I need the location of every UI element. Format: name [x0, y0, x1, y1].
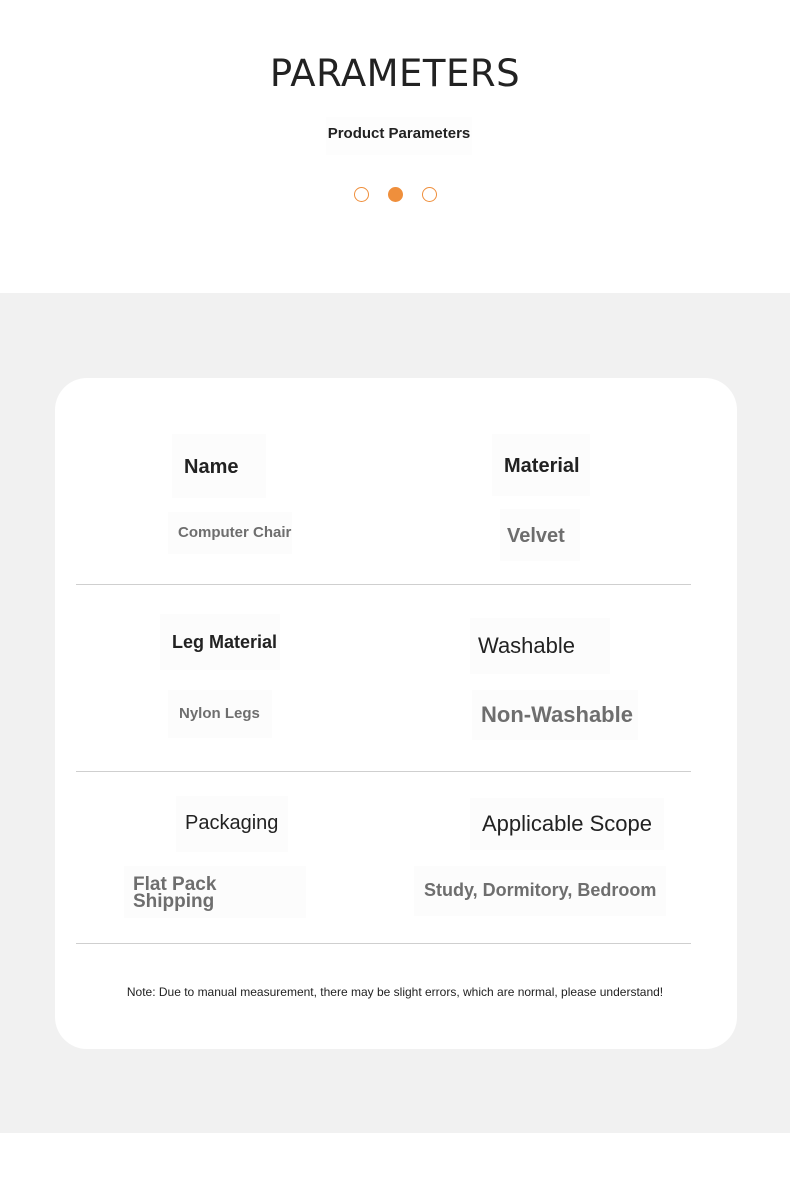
- measurement-note: Note: Due to manual measurement, there may be slight errors, which are normal, please understand!: [126, 985, 664, 999]
- param-packaging-value: [133, 876, 216, 910]
- param-washable-value: Non-Washable: [481, 702, 633, 727]
- param-name-value: Computer Chair: [178, 524, 292, 541]
- param-washable-label: Washable: [478, 633, 576, 658]
- page-subtitle: Product Parameters: [326, 117, 472, 155]
- param-leg-material-value: Nylon Legs: [179, 705, 260, 722]
- param-leg-material-label: Leg Material: [172, 632, 278, 652]
- param-scope-label: Applicable Scope: [482, 811, 653, 836]
- pager-dot-2-active[interactable]: [388, 187, 403, 202]
- row-divider-2: [76, 771, 691, 772]
- pager-dot-3[interactable]: [422, 187, 437, 202]
- param-material-value: Velvet: [507, 525, 565, 547]
- row-divider-1: [76, 584, 691, 585]
- packaging-value-line-1: Flat Pack: [133, 874, 217, 895]
- param-material-label: Material: [504, 455, 580, 477]
- param-name-label: Name: [184, 456, 239, 478]
- param-packaging-label: Packaging: [185, 812, 279, 834]
- packaging-value-line-2: Shipping: [133, 891, 215, 912]
- page-title: PARAMETERS: [269, 52, 521, 95]
- param-scope-value: Study, Dormitory, Bedroom: [424, 880, 657, 900]
- row-divider-3: [76, 943, 691, 944]
- pager-dot-1[interactable]: [354, 187, 369, 202]
